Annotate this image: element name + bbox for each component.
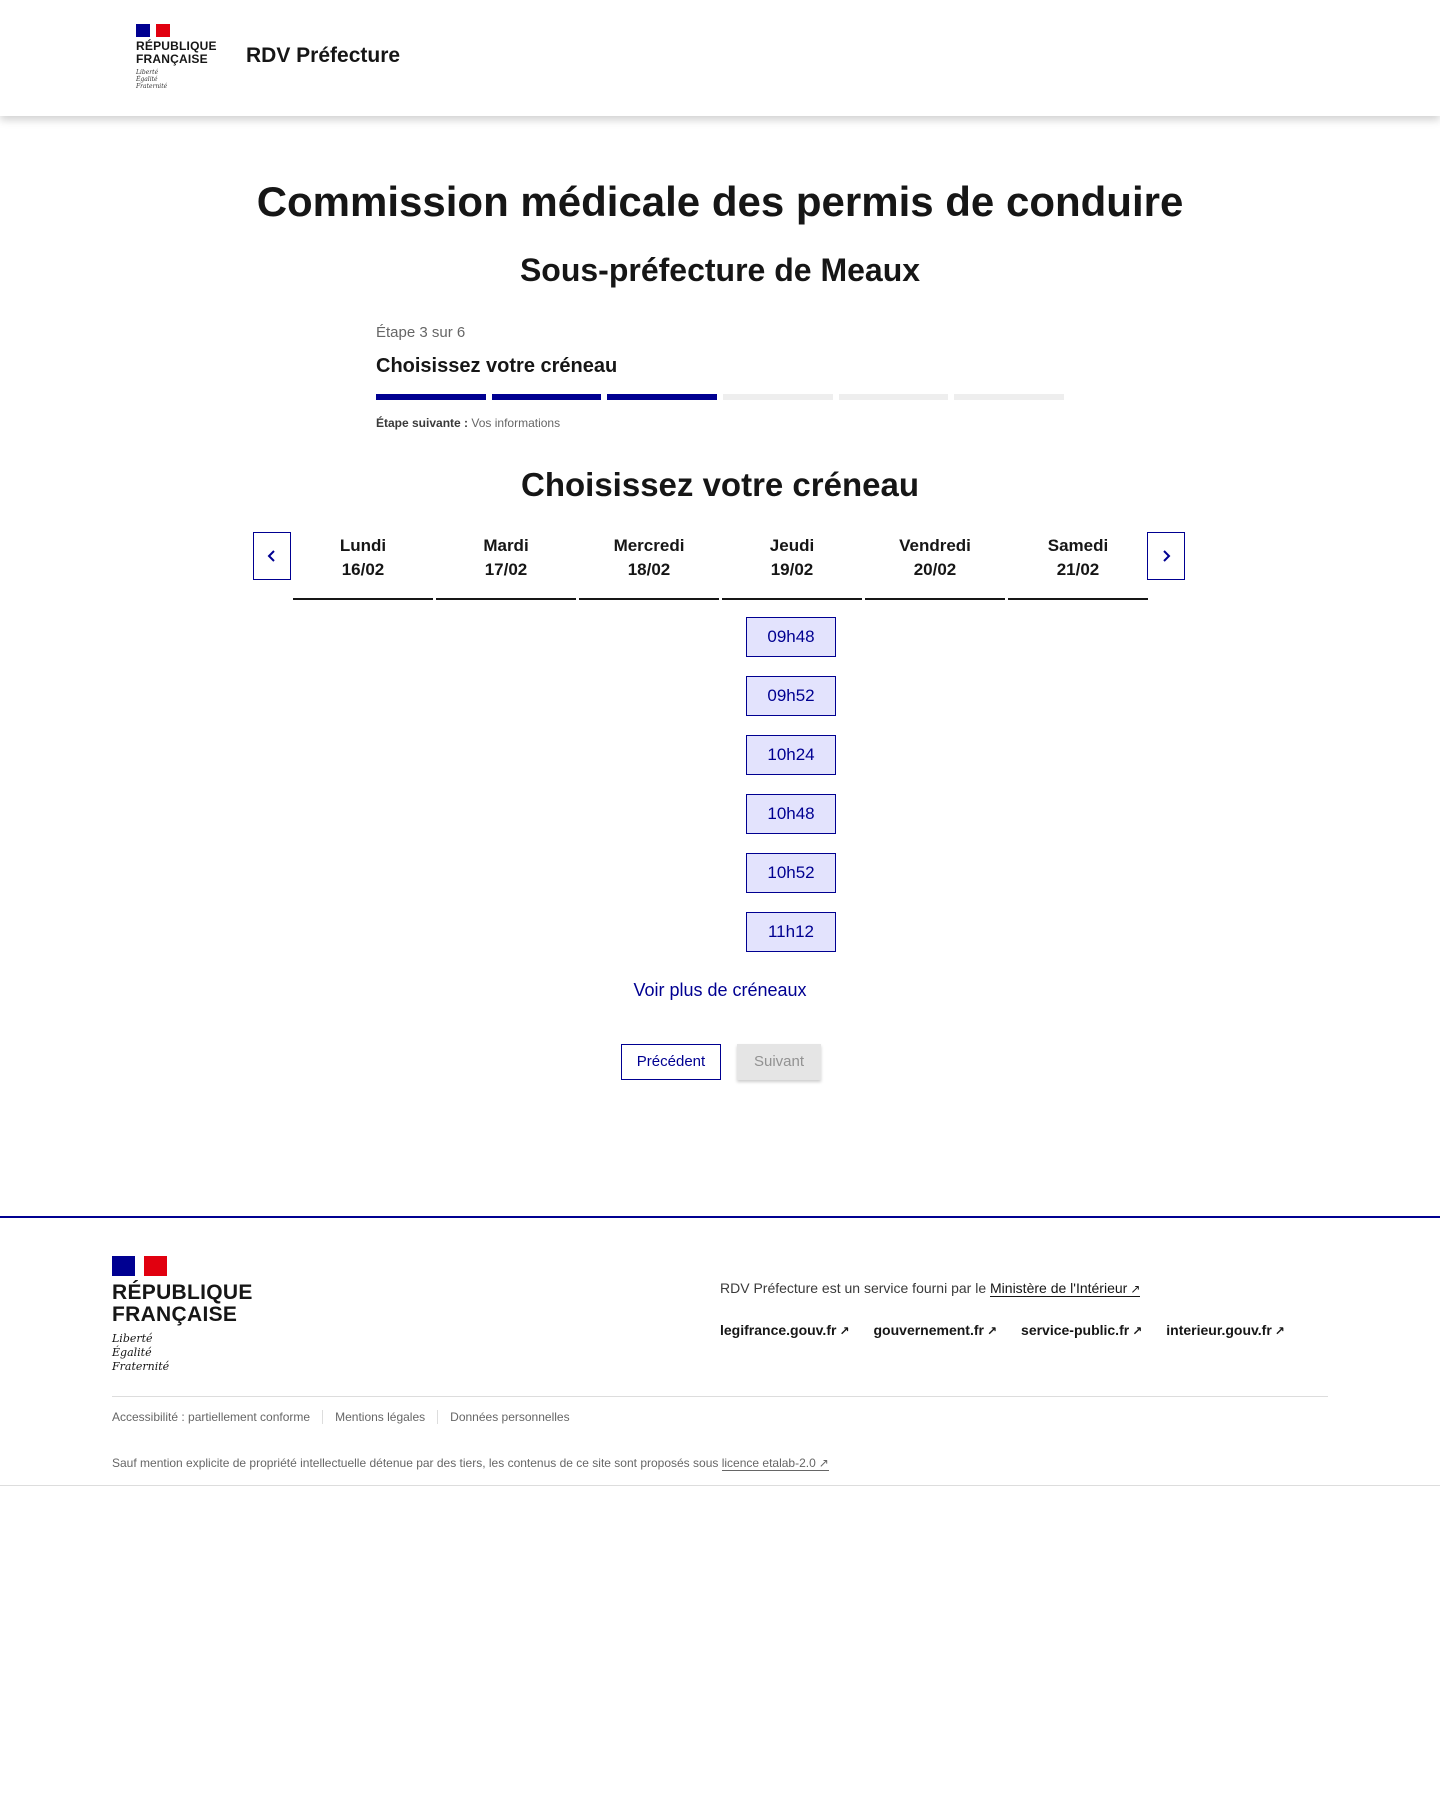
stepper-next-step bbox=[376, 416, 1064, 430]
time-slots-thursday bbox=[746, 617, 836, 971]
previous-week-button[interactable] bbox=[253, 532, 291, 580]
day-date: 18/02 bbox=[627, 560, 671, 579]
time-slot-button[interactable]: 11h12 bbox=[746, 912, 836, 952]
next-week-button[interactable] bbox=[1147, 532, 1185, 580]
logo-line-1: RÉPUBLIQUE bbox=[136, 39, 217, 53]
motto-fraternite: Fraternité bbox=[136, 83, 168, 90]
external-link-icon: ↗ bbox=[839, 1324, 850, 1338]
day-name: Jeudi bbox=[769, 536, 815, 555]
day-column-header bbox=[293, 532, 433, 600]
day-column-header bbox=[579, 532, 719, 600]
external-link-icon: ↗ bbox=[818, 1456, 829, 1470]
stepper-next-value: Vos informations bbox=[471, 416, 561, 430]
page-subtitle: Sous-préfecture de Meaux bbox=[519, 252, 921, 288]
days-header bbox=[293, 532, 1148, 600]
page-title: Commission médicale des permis de conduire bbox=[256, 178, 1184, 225]
time-slot-button[interactable]: 10h48 bbox=[746, 794, 836, 834]
footer-logo-line-1: RÉPUBLIQUE bbox=[112, 1281, 253, 1304]
stepper-segment-5 bbox=[839, 394, 949, 400]
stepper-segment-6 bbox=[954, 394, 1064, 400]
logo-text bbox=[136, 40, 217, 66]
day-date: 16/02 bbox=[341, 560, 385, 579]
chevron-left-icon bbox=[266, 549, 278, 563]
footer-divider bbox=[112, 1396, 1328, 1397]
day-date: 19/02 bbox=[770, 560, 814, 579]
stepper-segment-1 bbox=[376, 394, 486, 400]
republique-francaise-logo[interactable] bbox=[136, 24, 217, 90]
external-link-icon: ↗ bbox=[1274, 1324, 1285, 1338]
motto-egalite: Égalité bbox=[136, 76, 158, 83]
french-flag-icon bbox=[136, 24, 217, 37]
footer-logo-line-2: FRANÇAISE bbox=[112, 1303, 238, 1326]
stepper-segment-2 bbox=[492, 394, 602, 400]
external-link-icon: ↗ bbox=[1130, 1282, 1141, 1296]
day-name: Vendredi bbox=[899, 536, 971, 555]
footer-link[interactable] bbox=[1166, 1322, 1285, 1338]
site-footer bbox=[0, 1216, 1440, 1486]
stepper-state: Étape 3 sur 6 bbox=[376, 324, 466, 341]
day-column-header bbox=[722, 532, 862, 600]
french-flag-icon bbox=[112, 1256, 253, 1276]
footer-republique-francaise-logo[interactable] bbox=[112, 1256, 253, 1374]
footer-motto-fraternite: Fraternité bbox=[112, 1360, 170, 1373]
previous-button[interactable]: Précédent bbox=[621, 1044, 721, 1080]
licence-text: Sauf mention explicite de propriété intellectuelle détenue par des tiers, les contenus de ce site sont proposés sous bbox=[112, 1456, 719, 1470]
footer-logo-text bbox=[112, 1282, 253, 1326]
footer-link-label: interieur.gouv.fr bbox=[1166, 1322, 1272, 1338]
external-link-icon: ↗ bbox=[1132, 1324, 1143, 1338]
footer-licence bbox=[112, 1456, 829, 1470]
footer-link[interactable] bbox=[720, 1322, 850, 1338]
day-name: Mercredi bbox=[613, 536, 685, 555]
footer-link-label: gouvernement.fr bbox=[873, 1322, 984, 1338]
stepper-title: Choisissez votre créneau bbox=[376, 355, 618, 377]
licence-link[interactable] bbox=[722, 1456, 829, 1471]
footer-link[interactable] bbox=[874, 1322, 998, 1338]
time-slot-button[interactable]: 09h48 bbox=[746, 617, 836, 657]
legal-link[interactable]: Données personnelles bbox=[437, 1410, 581, 1424]
site-header bbox=[0, 0, 1440, 116]
day-date: 21/02 bbox=[1056, 560, 1100, 579]
day-name: Mardi bbox=[483, 536, 529, 555]
chevron-right-icon bbox=[1160, 549, 1172, 563]
time-slot-button[interactable]: 10h24 bbox=[746, 735, 836, 775]
day-column-header bbox=[1008, 532, 1148, 600]
time-slot-button[interactable]: 09h52 bbox=[746, 676, 836, 716]
external-link-icon: ↗ bbox=[986, 1324, 998, 1338]
legal-link[interactable]: Accessibilité : partiellement conforme bbox=[112, 1410, 311, 1424]
footer-description bbox=[720, 1280, 1140, 1296]
slots-title: Choisissez votre créneau bbox=[521, 466, 919, 503]
day-date: 20/02 bbox=[913, 560, 957, 579]
footer-link-label: legifrance.gouv.fr bbox=[720, 1322, 837, 1338]
stepper bbox=[376, 324, 1064, 430]
footer-motto-egalite: Égalité bbox=[112, 1346, 152, 1359]
footer-logo-motto bbox=[112, 1332, 253, 1374]
day-column-header bbox=[865, 532, 1005, 600]
stepper-segment-3 bbox=[607, 394, 717, 400]
more-slots-link[interactable]: Voir plus de créneaux bbox=[633, 980, 807, 1000]
service-name-link[interactable]: RDV Préfecture bbox=[246, 44, 401, 67]
day-date: 17/02 bbox=[484, 560, 528, 579]
footer-motto-liberte: Liberté bbox=[112, 1332, 153, 1345]
motto-liberte: Liberté bbox=[136, 69, 159, 76]
footer-link[interactable] bbox=[1021, 1322, 1142, 1338]
day-column-header bbox=[436, 532, 576, 600]
ministere-interieur-link[interactable] bbox=[990, 1280, 1140, 1297]
day-name: Lundi bbox=[339, 536, 387, 555]
form-actions bbox=[621, 1044, 821, 1080]
stepper-next-label: Étape suivante : bbox=[376, 416, 469, 430]
time-slot-button[interactable]: 10h52 bbox=[746, 853, 836, 893]
next-button-disabled[interactable]: Suivant bbox=[737, 1044, 821, 1080]
stepper-segment-4 bbox=[723, 394, 833, 400]
footer-links bbox=[720, 1322, 1285, 1338]
stepper-progress bbox=[376, 394, 1064, 400]
day-name: Samedi bbox=[1047, 536, 1109, 555]
licence-link-label: licence etalab-2.0 bbox=[721, 1456, 816, 1470]
legal-link[interactable]: Mentions légales bbox=[322, 1410, 437, 1424]
ministere-interieur-label: Ministère de l'Intérieur bbox=[990, 1280, 1128, 1296]
logo-motto bbox=[136, 69, 217, 90]
footer-legal-links bbox=[112, 1410, 582, 1424]
footer-description-text: RDV Préfecture est un service fourni par le bbox=[720, 1280, 987, 1296]
logo-line-2: FRANÇAISE bbox=[136, 52, 208, 66]
footer-link-label: service-public.fr bbox=[1021, 1322, 1130, 1338]
